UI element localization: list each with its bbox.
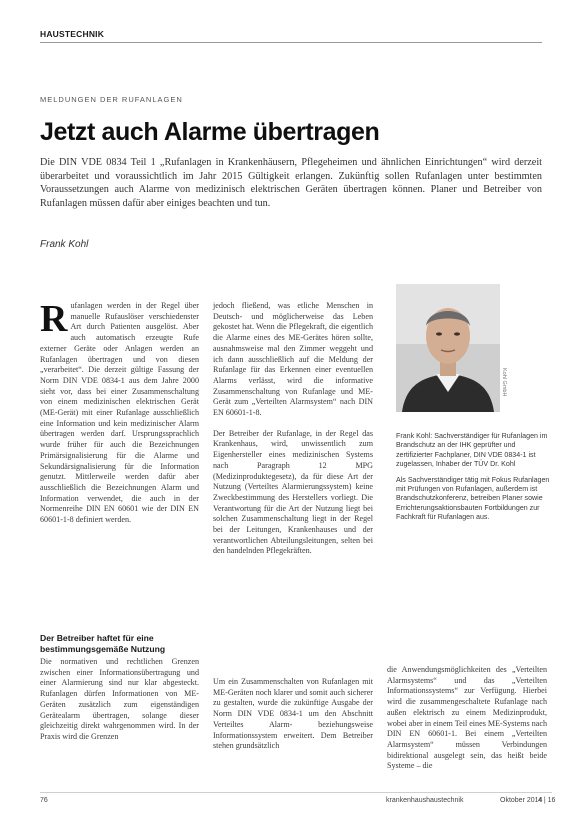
- caption-paragraph-2: Als Sachverständiger tätig mit Fokus Rufanlagen mit Prüfungen von Rufanlagen, außerdem ist Brandschutzkonferenz, betreiben Planer sowie Errichterungsaktionsbauten Fortbildungen zur Fachkraft für Rufanlagen aus.: [396, 475, 550, 522]
- footer-rule: [40, 792, 552, 793]
- issue-date: Oktober 2014: [500, 797, 543, 804]
- column-2-paragraph-2: Der Betreiber der Rufanlage, in der Regel das Krankenhaus, wird, unwissentlich zum Eigenhersteller eines medizinischen Systems nach Paragraph 12 MPG (Medizinproduktegesetz), da für diese Art der Nutzung (Verteiltes Alarmierungssystem) keine Zweckbestimmung des Herstellers vorliegt. Die Verantwortung für die Art der Nutzung liegt bei solchen Zusammenschaltung liegt in der Regel bei der Leitungen, Krankenhauses und der verantwortlichen Abteilungsleitungen, selten bei den handelnden Pflegekräften.: [213, 428, 373, 556]
- photo-credit: Kohl GmbH: [501, 368, 507, 397]
- column-2-continued: [213, 677, 373, 752]
- column-1: [40, 298, 199, 526]
- column-1-paragraph-2: Die normativen und rechtlichen Grenzen zwischen einer Informationsübertragung und einer Alarmierung sind nur klar abgesteckt. Rufanlagen dürfen Informationen von ME-Geräten zusätzlich zum eigenständigen Gerätealarm übertragen, solange dieser gleichzeitig direkt wahrgenommen wird. In der Praxis wird die Grenzen: [40, 657, 199, 741]
- article-author: Frank Kohl: [40, 239, 89, 250]
- section-header-rule: [40, 28, 542, 43]
- column-2-paragraph-1: jedoch fließend, was etliche Menschen in Deutsch- und möglicherweise das Leben gekostet hat. Wenn die Pflegekraft, die eigentlich die Alarme eines des ME-Gerätes hören sollte, ausnahmsweise mal den Zimmer weggeht und ich dann ausschließlich auf die Meldung der Rufanlage für das Erkennen einer eventuellen Alarms verlässt, wird die informative Zusammenschaltung von Rufanlage und ME-Gerät zum „Verteilten Alarmsystem“ nach DIN EN 60601-1-8.: [213, 301, 373, 418]
- page-number-right: 4 | 16: [538, 797, 556, 804]
- column-3: [387, 665, 547, 772]
- photo-caption: [396, 432, 550, 529]
- article-lead: Die DIN VDE 0834 Teil 1 „Rufanlagen in Krankenhäusern, Pflegeheimen und ähnlichen Einrichtungen“ wird derzeit überarbeitet und voraussichtlich im Jahr 2015 Gültigkeit erlangen. Zukünftig sollen Rufanlagen unter bestimmten Voraussetzungen auch Alarme von medizinisch elektrischen Geräten übertragen können. Planer und Betreiber von Rufanlagen müssen dafür aber einiges beachten und tun.: [40, 157, 542, 209]
- author-photo: [396, 284, 500, 412]
- caption-paragraph-1: Frank Kohl: Sachverständiger für Rufanlagen im Brandschutz an der IHK geprüfter und zertifizierter Fachplaner, DIN VDE 0834-1 ist zugelassen, Inhaber der TÜV Dr. Kohl: [396, 432, 548, 469]
- column-1-continued: [40, 657, 199, 743]
- portrait-image: [396, 284, 500, 412]
- page-number-left: 76: [40, 797, 48, 804]
- column-1-paragraph-1: ufanlagen werden in der Regel über manuelle Rufauslöser verschiedenster Art durch Patienten ausgelöst. Aber auch automatisch erzeugte Rufe externer Geräte oder Anlagen werden an Rufanlagen übertragen und von diesen „verarbeitet“. Die derzeit gültige Fassung der Norm DIN VDE 0834-1 aus dem Jahre 2000 sieht vor, dass bei einer Zusammenschaltung von einem medizinischen elektrischen Gerät (ME-Gerät) mit einer Rufanlage ausschließlich eine Information und kein medizinischer Alarm übertragen werden darf. Ursprungssprachlich wurde früher für auch die Bezeichnungen Primärsignalisierung für die Alarme und Sekundärsignalisierung für die Information genutzt. Mittlerweile werden dafür aber ausschließlich die Bezeichnungen Alarm und Information verwendet, die auch in der Normenreihe DIN EN 60601 wie der DIN EN 60601-1-8 definiert werden.: [40, 301, 199, 525]
- column-2-paragraph-3: Um ein Zusammenschalten von Rufanlagen mit ME-Geräten noch klarer und somit auch sicherer zu gestalten, wurde die zukünftige Ausgabe der Norm DIN VDE 0834-1 um den Abschnitt Verteiltes Alarm- beziehungsweise Informationssystem erweitert. Dem Betreiber stehen grundsätzlich: [213, 677, 373, 751]
- drop-cap: R: [40, 298, 68, 340]
- article-title: Jetzt auch Alarme übertragen: [40, 118, 380, 146]
- publication-name: krankenhaushaustechnik: [386, 797, 464, 804]
- column-2: [213, 301, 373, 557]
- section-label: HAUSTECHNIK: [40, 29, 105, 39]
- article-subhead: Der Betreiber haftet für eine bestimmungsgemäße Nutzung: [40, 633, 166, 654]
- article-kicker: MELDUNGEN DER RUFANLAGEN: [40, 95, 183, 104]
- column-3-paragraph-1: die Anwendungsmöglichkeiten des „Verteilten Alarmsystems“ und das „Verteilten Informationssystems“ zur Verfügung. Hierbei wird die zusammengeschaltete Rufanlage nach außen elektrisch zu einem Medizinprodukt, wobei aber in einem Teil eines ME-Systems nach DIN EN 60601-1. Bei einem „Verteilten Alarmsystem“ müssen Verbindungen bidirektional ausgelegt sein, das heißt beide Systeme – die: [387, 665, 547, 771]
